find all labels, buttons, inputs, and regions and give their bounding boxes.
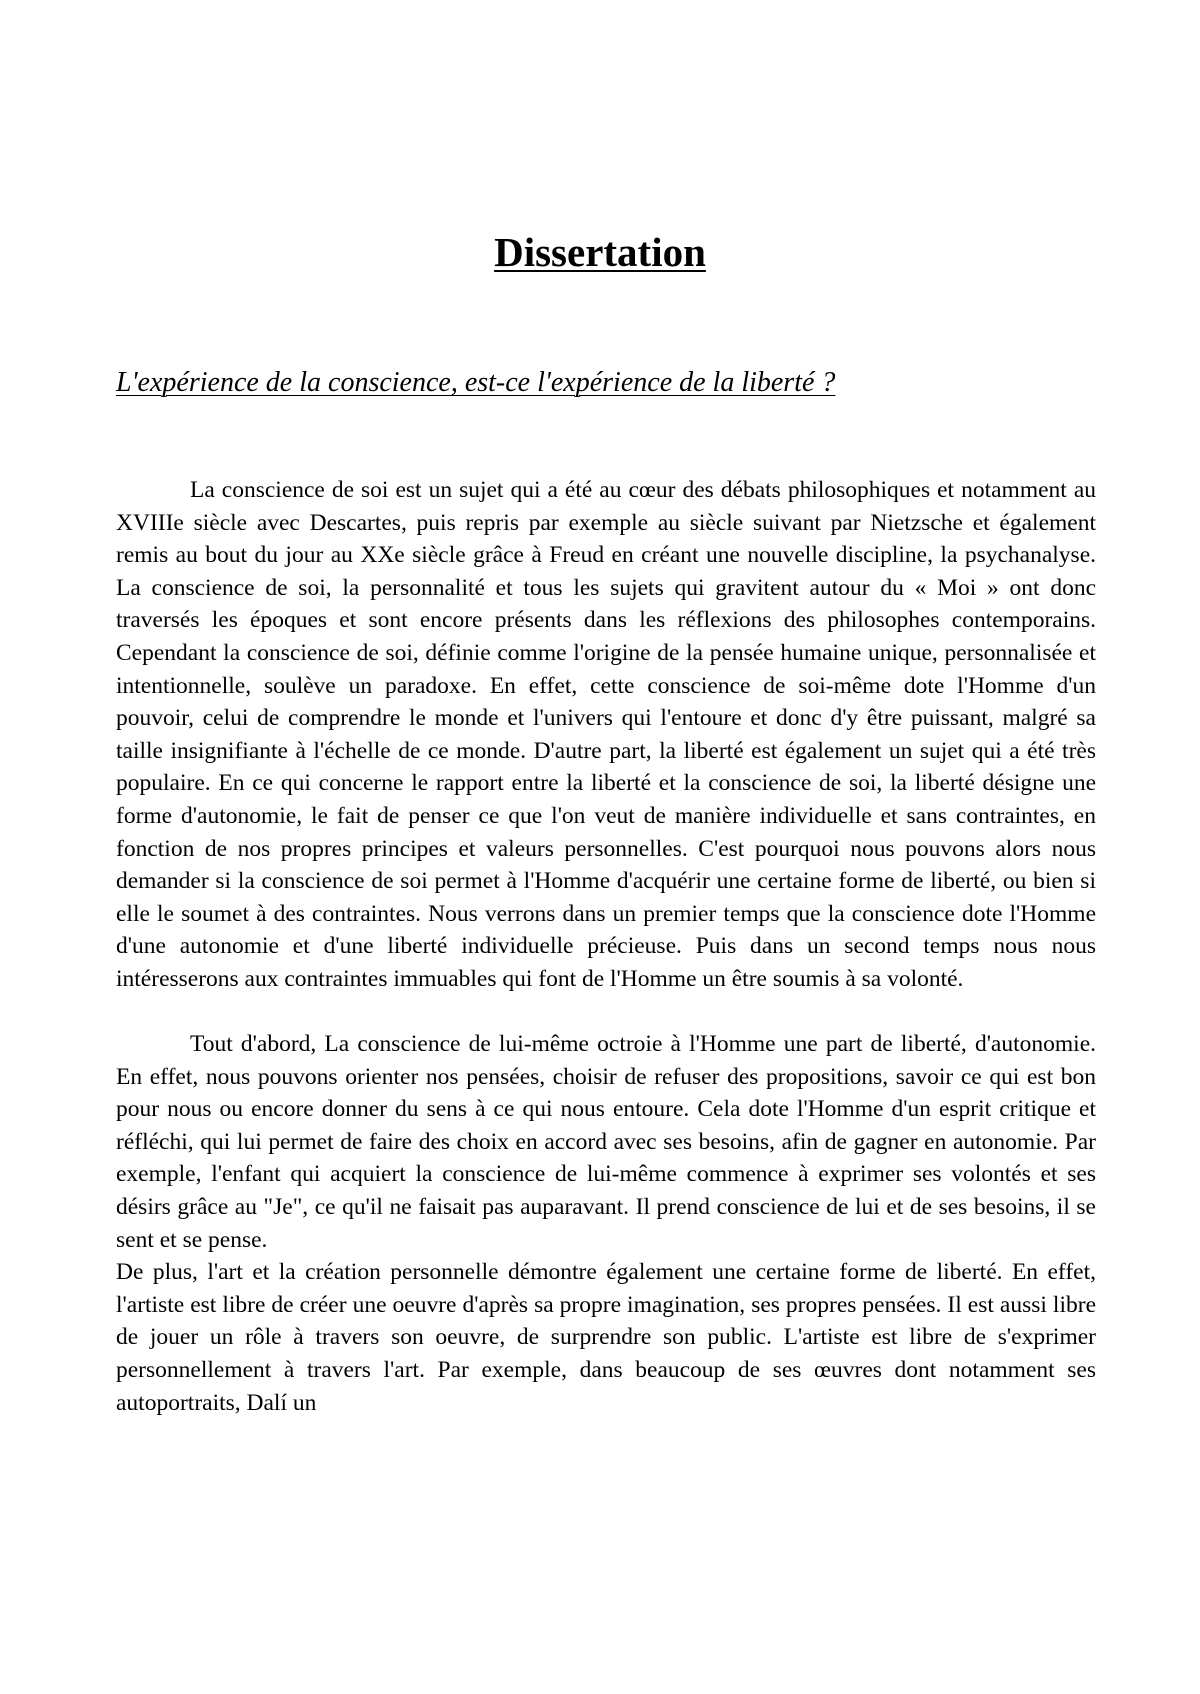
paragraph-spacer [116, 996, 1096, 1029]
introduction-paragraph: La conscience de soi est un sujet qui a été au cœur des débats philosophiques et notamment au XVIIIe siècle avec Descartes, puis repris par exemple au siècle suivant par Nietzsche et également remis au bout du jour au XXe siècle grâce à Freud en créant une nouvelle discipline, la psychanalyse. La conscience de soi, la personnalité et tous les sujets qui gravitent autour du « Moi » ont donc traversés les époques et sont encore présents dans les réflexions des philosophes contemporains. Cependant la conscience de soi, définie comme l'origine de la pensée humaine unique, personnalisée et intentionnelle, soulève un paradoxe. En effet, cette conscience de soi-même dote l'Homme d'un pouvoir, celui de comprendre le monde et l'univers qui l'entoure et donc d'y être puissant, malgré sa taille insignifiante à l'échelle de ce monde. D'autre part, la liberté est également un sujet qui a été très populaire. En ce qui concerne le rapport entre la liberté et la conscience de soi, la liberté désigne une forme d'autonomie, le fait de penser ce que l'on veut de manière individuelle et sans contraintes, en fonction de nos propres principes et valeurs personnelles. C'est pourquoi nous pouvons alors nous demander si la conscience de soi permet à l'Homme d'acquérir une certaine forme de liberté, ou bien si elle le soumet à des contraintes. Nous verrons dans un premier temps que la conscience dote l'Homme d'une autonomie et d'une liberté individuelle précieuse. Puis dans un second temps nous nous intéresserons aux contraintes immuables qui font de l'Homme un être soumis à sa volonté. [116, 477, 1096, 992]
dissertation-question: L'expérience de la conscience, est-ce l'expérience de la liberté ? [116, 367, 836, 398]
body-paragraph: Tout d'abord, La conscience de lui-même octroie à l'Homme une part de liberté, d'autonomie. En effet, nous pouvons orienter nos pensées, choisir de refuser des propositions, savoir ce qui est bon pour nous ou encore donner du sens à ce qui nous entoure. Cela dote l'Homme d'un esprit critique et réfléchi, qui lui permet de faire des choix en accord avec ses besoins, afin de gagner en autonomie. Par exemple, l'enfant qui acquiert la conscience de lui-même commence à exprimer ses volontés et ses désirs grâce au "Je", ce qu'il ne faisait pas auparavant. Il prend conscience de lui et de ses besoins, il se sent et se pense. [116, 1031, 1096, 1253]
body-paragraph: De plus, l'art et la création personnelle démontre également une certaine forme de liberté. En effet, l'artiste est libre de créer une oeuvre d'après sa propre imagination, ses propres pensées. Il est aussi libre de jouer un rôle à travers son oeuvre, de surprendre son public. L'artiste est libre de s'exprimer personnellement à travers l'art. Par exemple, dans beaucoup de ses œuvres dont notamment ses autoportraits, Dalí un [116, 1259, 1096, 1416]
document-body [116, 474, 1096, 1419]
document-title: Dissertation [494, 229, 706, 275]
